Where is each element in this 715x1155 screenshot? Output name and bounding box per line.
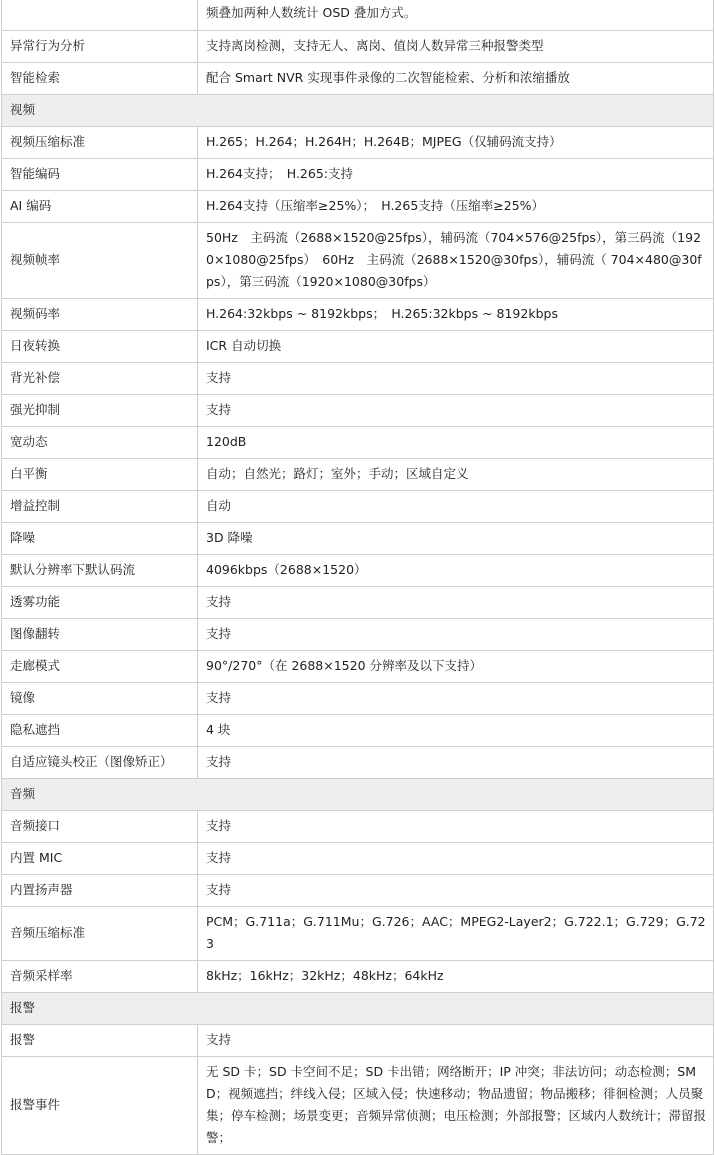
spec-label: 自适应镜头校正（图像矫正） [2,747,198,779]
spec-row [2,363,714,395]
spec-row [2,63,714,95]
spec-value: 支持 [198,587,714,619]
spec-row [2,1057,714,1155]
spec-row [2,491,714,523]
spec-label: 白平衡 [2,459,198,491]
spec-value: 支持 [198,843,714,875]
spec-value: 支持 [198,363,714,395]
spec-row [2,0,714,31]
spec-row [2,555,714,587]
spec-row [2,331,714,363]
spec-row [2,127,714,159]
spec-label: 智能编码 [2,159,198,191]
spec-row [2,961,714,993]
spec-value: 支持 [198,1025,714,1057]
spec-label: 背光补偿 [2,363,198,395]
spec-label: 音频压缩标准 [2,907,198,961]
spec-label: 降噪 [2,523,198,555]
spec-label: AI 编码 [2,191,198,223]
spec-value: 支持 [198,747,714,779]
spec-label: 音频接口 [2,811,198,843]
spec-row [2,587,714,619]
spec-value: 4096kbps（2688×1520） [198,555,714,587]
spec-row [2,223,714,299]
spec-value: H.264:32kbps ~ 8192kbps； H.265:32kbps ~ 8192kbps [198,299,714,331]
section-header-row [2,993,714,1025]
spec-row [2,395,714,427]
spec-label: 异常行为分析 [2,31,198,63]
spec-label: 视频码率 [2,299,198,331]
spec-value: 支持 [198,683,714,715]
spec-row [2,31,714,63]
spec-row [2,1025,714,1057]
spec-label: 报警事件 [2,1057,198,1155]
spec-row [2,159,714,191]
spec-value: ICR 自动切换 [198,331,714,363]
spec-label: 增益控制 [2,491,198,523]
spec-label: 宽动态 [2,427,198,459]
spec-row [2,191,714,223]
spec-value: 8kHz；16kHz；32kHz；48kHz；64kHz [198,961,714,993]
spec-label: 智能检索 [2,63,198,95]
spec-row [2,715,714,747]
spec-label: 内置 MIC [2,843,198,875]
spec-row [2,619,714,651]
spec-label: 音频采样率 [2,961,198,993]
section-title: 报警 [2,993,714,1025]
spec-value: 无 SD 卡；SD 卡空间不足；SD 卡出错；网络断开；IP 冲突；非法访问；动态检测；SMD；视频遮挡；绊线入侵；区域入侵；快速移动；物品遗留；物品搬移；徘徊检测；人员聚集；停车检测；场景变更；音频异常侦测；电压检测；外部报警；区域内人数统计；滞留报警； [198,1057,714,1155]
spec-label: 报警 [2,1025,198,1057]
spec-label: 镜像 [2,683,198,715]
spec-row [2,523,714,555]
spec-value: 支持 [198,619,714,651]
spec-value: 90°/270°（在 2688×1520 分辨率及以下支持） [198,651,714,683]
spec-value: PCM；G.711a；G.711Mu；G.726；AAC；MPEG2-Layer2；G.722.1；G.729；G.723 [198,907,714,961]
section-title: 音频 [2,779,714,811]
spec-value: 3D 降噪 [198,523,714,555]
spec-row [2,875,714,907]
spec-label: 隐私遮挡 [2,715,198,747]
spec-value: 自动；自然光；路灯；室外；手动；区域自定义 [198,459,714,491]
spec-row [2,427,714,459]
spec-value: 50Hz 主码流（2688×1520@25fps），辅码流（704×576@25fps），第三码流（1920×1080@25fps） 60Hz 主码流（2688×1520@30fps），辅码流（ 704×480@30fps），第三码流（1920×1080@30fps） [198,223,714,299]
spec-row [2,683,714,715]
spec-row [2,811,714,843]
spec-value: 支持 [198,395,714,427]
spec-label [2,0,198,31]
section-title: 视频 [2,95,714,127]
spec-label: 视频压缩标准 [2,127,198,159]
spec-row [2,299,714,331]
spec-value: 120dB [198,427,714,459]
spec-label: 视频帧率 [2,223,198,299]
spec-row [2,651,714,683]
spec-value: 支持 [198,811,714,843]
spec-label: 强光抑制 [2,395,198,427]
spec-label: 走廊模式 [2,651,198,683]
spec-value: 支持 [198,875,714,907]
spec-row [2,843,714,875]
spec-value: 4 块 [198,715,714,747]
section-header-row [2,779,714,811]
spec-value: H.265；H.264；H.264H；H.264B；MJPEG（仅辅码流支持） [198,127,714,159]
spec-label: 图像翻转 [2,619,198,651]
spec-value: 频叠加两种人数统计 OSD 叠加方式。 [198,0,714,31]
spec-row [2,459,714,491]
spec-table-body [2,0,714,1155]
spec-row [2,747,714,779]
spec-value: H.264支持； H.265:支持 [198,159,714,191]
spec-label: 内置扬声器 [2,875,198,907]
spec-value: 配合 Smart NVR 实现事件录像的二次智能检索、分析和浓缩播放 [198,63,714,95]
spec-value: 支持离岗检测，支持无人、离岗、值岗人数异常三种报警类型 [198,31,714,63]
section-header-row [2,95,714,127]
spec-label: 透雾功能 [2,587,198,619]
spec-label: 默认分辨率下默认码流 [2,555,198,587]
spec-value: H.264支持（压缩率≥25%）； H.265支持（压缩率≥25%） [198,191,714,223]
spec-table [1,0,714,1155]
spec-row [2,907,714,961]
spec-value: 自动 [198,491,714,523]
spec-label: 日夜转换 [2,331,198,363]
